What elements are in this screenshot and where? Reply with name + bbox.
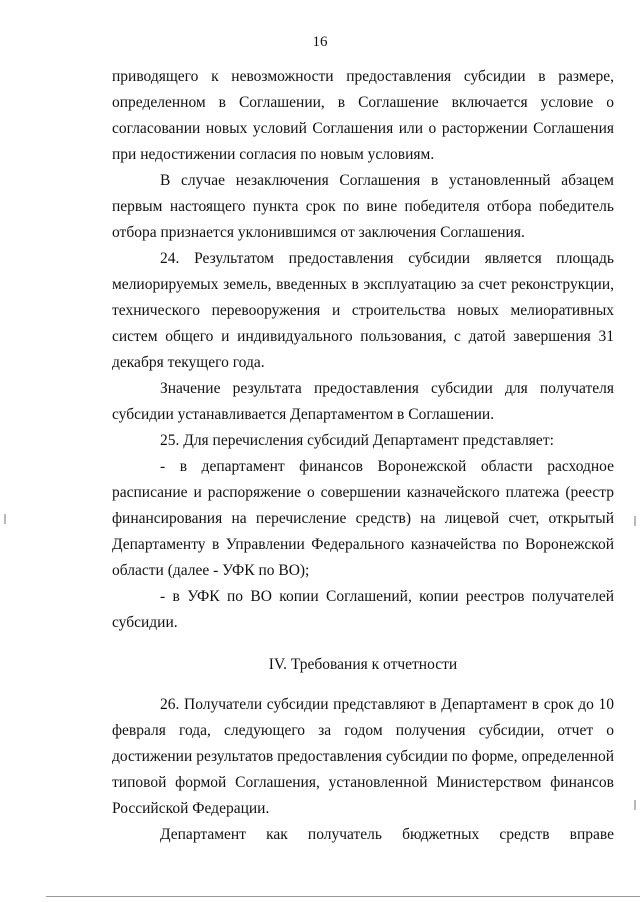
paragraph-continuation: приводящего к невозможности предоставления субсидии в размере, определенном в Соглашении, в Соглашение включается условие о согласовании новых условий Соглашения или о расторжении Соглашения при недостижении согласия по новым условиям. (112, 68, 614, 163)
document-body (112, 64, 614, 848)
paragraph-department-rights: Департамент как получатель бюджетных средств вправе (160, 826, 614, 843)
scan-artifact-right (634, 516, 636, 526)
page-number: 16 (312, 34, 328, 50)
paragraph-result-value: Значение результата предоставления субсидии для получателя субсидии устанавливается Департаментом в Соглашении. (112, 380, 614, 423)
bottom-edge-line (46, 896, 640, 897)
section-heading-reporting: IV. Требования к отчетности (268, 656, 458, 673)
paragraph-25-transfer: 25. Для перечисления субсидий Департамент представляет: (160, 432, 554, 449)
scan-artifact-left (4, 514, 6, 524)
paragraph-24-result: 24. Результатом предоставления субсидии является площадь мелиорируемых земель, введенных в эксплуатацию за счет реконструкции, технического перевооружения и строительства новых мелиоративных систем общего и индивидуального пользования, с датой завершения 31 декабря текущего года. (112, 250, 614, 371)
paragraph-26-reporting: 26. Получатели субсидии представляют в Департамент в срок до 10 февраля года, следующего за годом получения субсидии, отчет о достижении результатов предоставления субсидии по форме, определенной типовой формой Соглашения, установленной Министерством финансов Российской Федерации. (112, 696, 614, 817)
list-item-ufk: - в УФК по ВО копии Соглашений, копии реестров получателей субсидии. (112, 588, 614, 631)
list-item-finance-department: - в департамент финансов Воронежской области расходное расписание и распоряжение о совершении казначейского платежа (реестр финансирования на перечисление средств) на лицевой счет, открытый Департаменту в Управлении Федерального казначейства по Воронежской области (далее - УФК по ВО); (112, 458, 614, 579)
scan-artifact-right-lower (634, 800, 636, 810)
paragraph-refusal: В случае незаключения Соглашения в установленный абзацем первым настоящего пункта срок по вине победителя отбора победитель отбора признается уклонившимся от заключения Соглашения. (112, 172, 614, 241)
